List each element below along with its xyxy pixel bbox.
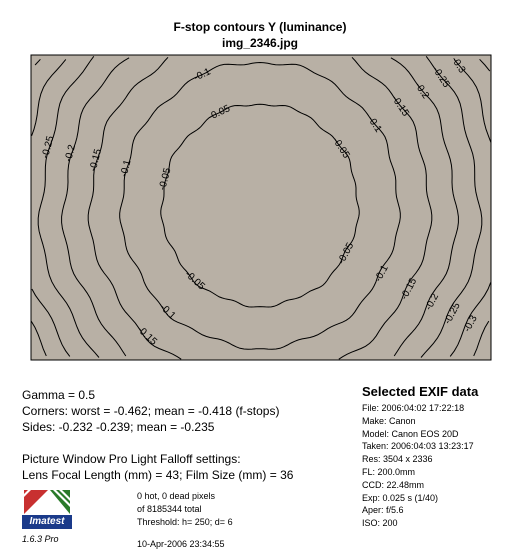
contour-label: -0.25 — [40, 134, 57, 160]
contour-label: -0.05 — [206, 103, 232, 123]
contour-label: -0.1 — [192, 66, 213, 84]
gamma-text: Gamma = 0.5 — [22, 388, 96, 402]
contour-label: -0.1 — [157, 301, 178, 322]
contour-label: -0.05 — [182, 268, 207, 293]
imatest-logo-text: Imatest — [22, 515, 72, 529]
chart-title: F-stop contours Y (luminance) — [173, 20, 347, 34]
version-label: 1.6.3 Pro — [22, 534, 59, 544]
contour-label: -0.2 — [423, 291, 442, 313]
exif-row: Taken: 2006:04:03 13:23:17 — [362, 441, 474, 452]
total-pixels: of 8185344 total — [137, 504, 202, 514]
exif-row: Aper: f/5.6 — [362, 505, 404, 516]
contour-label: -0.25 — [442, 300, 463, 327]
corners-text: Corners: worst = -0.462; mean = -0.418 (f-stops) — [22, 404, 280, 418]
hot-dead-pixels: 0 hot, 0 dead pixels — [137, 491, 216, 501]
exif-row: ISO: 200 — [362, 518, 398, 529]
contour-label: -0.15 — [398, 276, 420, 302]
contour-label: -0.2 — [63, 143, 79, 164]
contour-label: -0.05 — [329, 135, 352, 161]
contour-label: -0.3 — [448, 54, 468, 76]
contour-label: -0.15 — [134, 324, 159, 348]
exif-row: Res: 3504 x 2336 — [362, 454, 433, 465]
exif-row: Model: Canon EOS 20D — [362, 428, 459, 439]
exif-row: Make: Canon — [362, 415, 416, 426]
exif-row: File: 2006:04:02 17:22:18 — [362, 403, 465, 413]
contour-label: -0.05 — [157, 166, 174, 192]
contour-label: -0.1 — [118, 158, 134, 179]
contour-label: -0.05 — [335, 240, 357, 267]
contour-label: -0.3 — [461, 313, 480, 335]
pw-heading: Picture Window Pro Light Falloff settings: — [22, 452, 241, 466]
contour-label: -0.1 — [364, 114, 384, 135]
contour-label: -0.2 — [412, 80, 432, 101]
timestamp: 10-Apr-2006 23:34:55 — [137, 539, 225, 549]
chart-subtitle: img_2346.jpg — [221, 36, 299, 50]
contour-label: -0.15 — [389, 93, 411, 119]
exif-row: Exp: 0.025 s (1/40) — [362, 492, 439, 503]
exif-row: FL: 200.0mm — [362, 467, 416, 477]
contour-label: -0.1 — [372, 263, 391, 284]
sides-text: Sides: -0.232 -0.239; mean = -0.235 — [22, 420, 215, 434]
contour-label: -0.15 — [87, 147, 105, 173]
pw-values: Lens Focal Length (mm) = 43; Film Size (mm) = 36 — [22, 468, 294, 482]
contour-label: -0.25 — [429, 64, 452, 90]
threshold-text: Threshold: h= 250; d= 6 — [137, 517, 233, 527]
exif-title: Selected EXIF data — [362, 384, 479, 399]
exif-row: CCD: 22.48mm — [362, 479, 425, 490]
